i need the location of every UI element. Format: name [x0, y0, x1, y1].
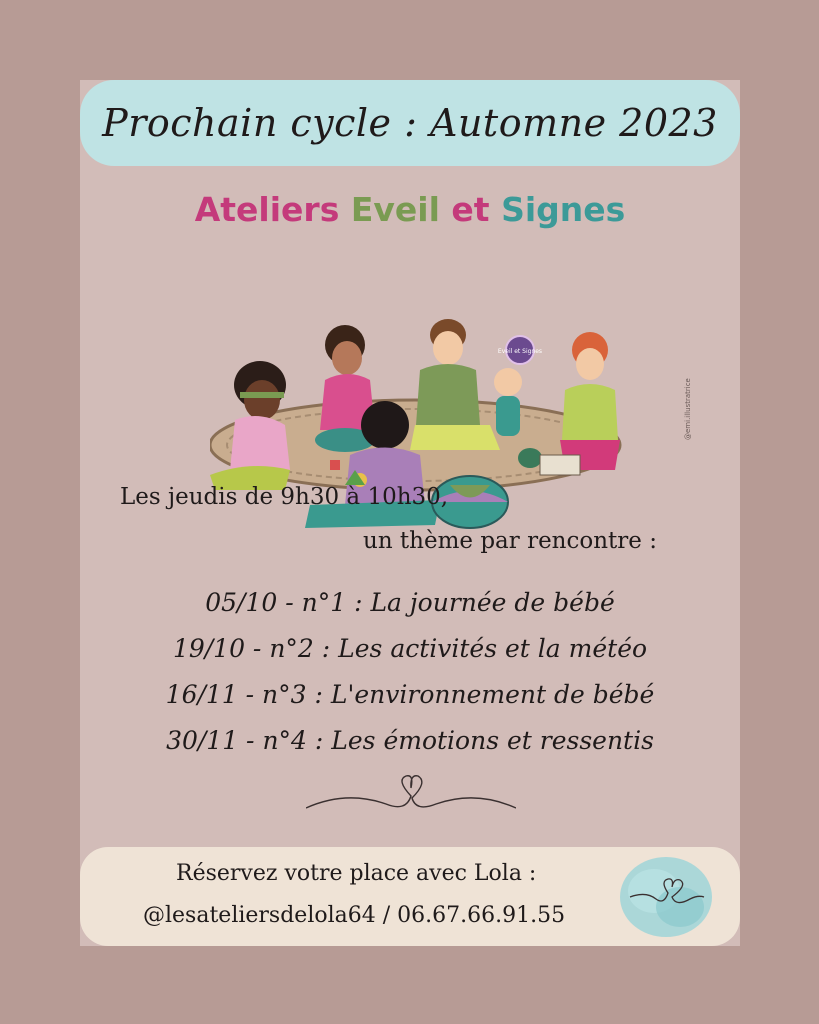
- brand-word-4: Signes: [501, 190, 626, 229]
- schedule-line-1: Les jeudis de 9h30 à 10h30,: [120, 484, 449, 510]
- reservation-line-1: Réservez votre place avec Lola :: [176, 861, 537, 886]
- heart-logo-icon: [616, 851, 716, 943]
- session-item: 16/11 - n°3 : L'environnement de bébé: [165, 680, 655, 709]
- illustrator-credit: @emi.illustratrice: [684, 378, 692, 440]
- flyer-card: [80, 80, 740, 946]
- brand-word-1: Ateliers: [194, 190, 340, 229]
- flyer-title: Prochain cycle : Automne 2023: [102, 101, 718, 145]
- reservation-contact[interactable]: @lesateliersdelola64 / 06.67.66.91.55: [143, 903, 566, 928]
- brand-word-2: Eveil: [350, 190, 440, 229]
- session-list: [80, 580, 740, 764]
- brand-title: [80, 190, 740, 229]
- session-item: 19/10 - n°2 : Les activités et la météo: [172, 634, 648, 663]
- reservation-banner: [80, 847, 740, 946]
- session-item: 05/10 - n°1 : La journée de bébé: [205, 588, 615, 617]
- session-item: 30/11 - n°4 : Les émotions et ressentis: [166, 726, 654, 755]
- schedule-line-2: un thème par rencontre :: [363, 528, 657, 554]
- brand-word-3: et: [451, 190, 490, 229]
- heart-flourish-icon: [306, 770, 516, 826]
- title-banner: [80, 80, 740, 166]
- badge-text: Eveil et Signes: [497, 348, 543, 355]
